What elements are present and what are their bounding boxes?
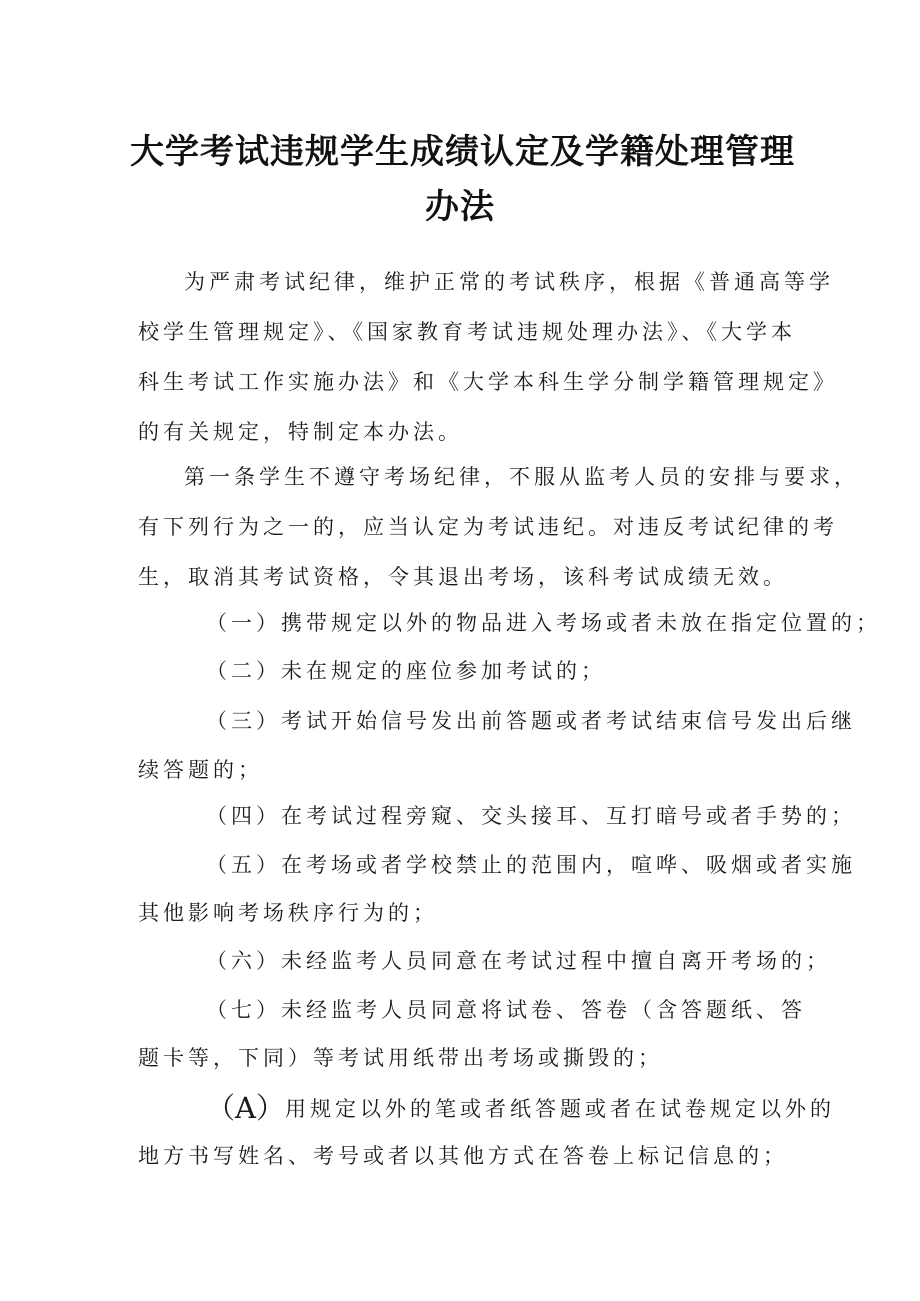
item-7-line-1: （七）未经监考人员同意将试卷、答卷（含答题纸、答 [206, 998, 806, 1022]
preamble-line-2: 校学生管理规定》、《国家教育考试违规处理办法》、《大学本 [138, 320, 796, 344]
item-7-line-2: 题卡等，下同）等考试用纸带出考场或撕毁的； [138, 1046, 663, 1070]
item-4: （四）在考试过程旁窥、交头接耳、互打暗号或者手势的； [206, 804, 856, 828]
preamble-line-1: 为严肃考试纪律，维护正常的考试秩序，根据《普通高等学 [184, 270, 834, 294]
item-3-line-2: 续答题的； [138, 758, 263, 782]
item-8-line-2: 地方书写姓名、考号或者以其他方式在答卷上标记信息的； [138, 1144, 788, 1168]
item-1: （一）携带规定以外的物品进入考场或者未放在指定位置的； [206, 611, 881, 635]
item-8-line-1 [206, 1091, 835, 1125]
document-title-line-2: 办法 [425, 187, 495, 227]
article-1-line-1: 第一条学生不遵守考场纪律，不服从监考人员的安排与要求， [184, 465, 859, 489]
item-8-marker: （A） [206, 1091, 285, 1125]
item-8-line-1-text: 用规定以外的笔或者纸答题或者在试卷规定以外的 [284, 1097, 835, 1121]
article-1-line-2: 有下列行为之一的，应当认定为考试违纪。对违反考试纪律的考 [138, 515, 838, 539]
article-1-line-3: 生，取消其考试资格，令其退出考场，该科考试成绩无效。 [138, 565, 788, 589]
preamble-line-3: 科生考试工作实施办法》和《大学本科生学分制学籍管理规定》 [138, 370, 838, 394]
item-5-line-1: （五）在考场或者学校禁止的范围内，喧哗、吸烟或者实施 [206, 853, 856, 877]
item-3-line-1: （三）考试开始信号发出前答题或者考试结束信号发出后继 [206, 709, 856, 733]
preamble-line-4: 的有关规定，特制定本办法。 [138, 420, 463, 444]
item-5-line-2: 其他影响考场秩序行为的； [138, 901, 438, 925]
document-title-line-1: 大学考试违规学生成绩认定及学籍处理管理 [130, 132, 795, 172]
item-2: （二）未在规定的座位参加考试的； [206, 659, 606, 683]
item-6: （六）未经监考人员同意在考试过程中擅自离开考场的； [206, 949, 831, 973]
